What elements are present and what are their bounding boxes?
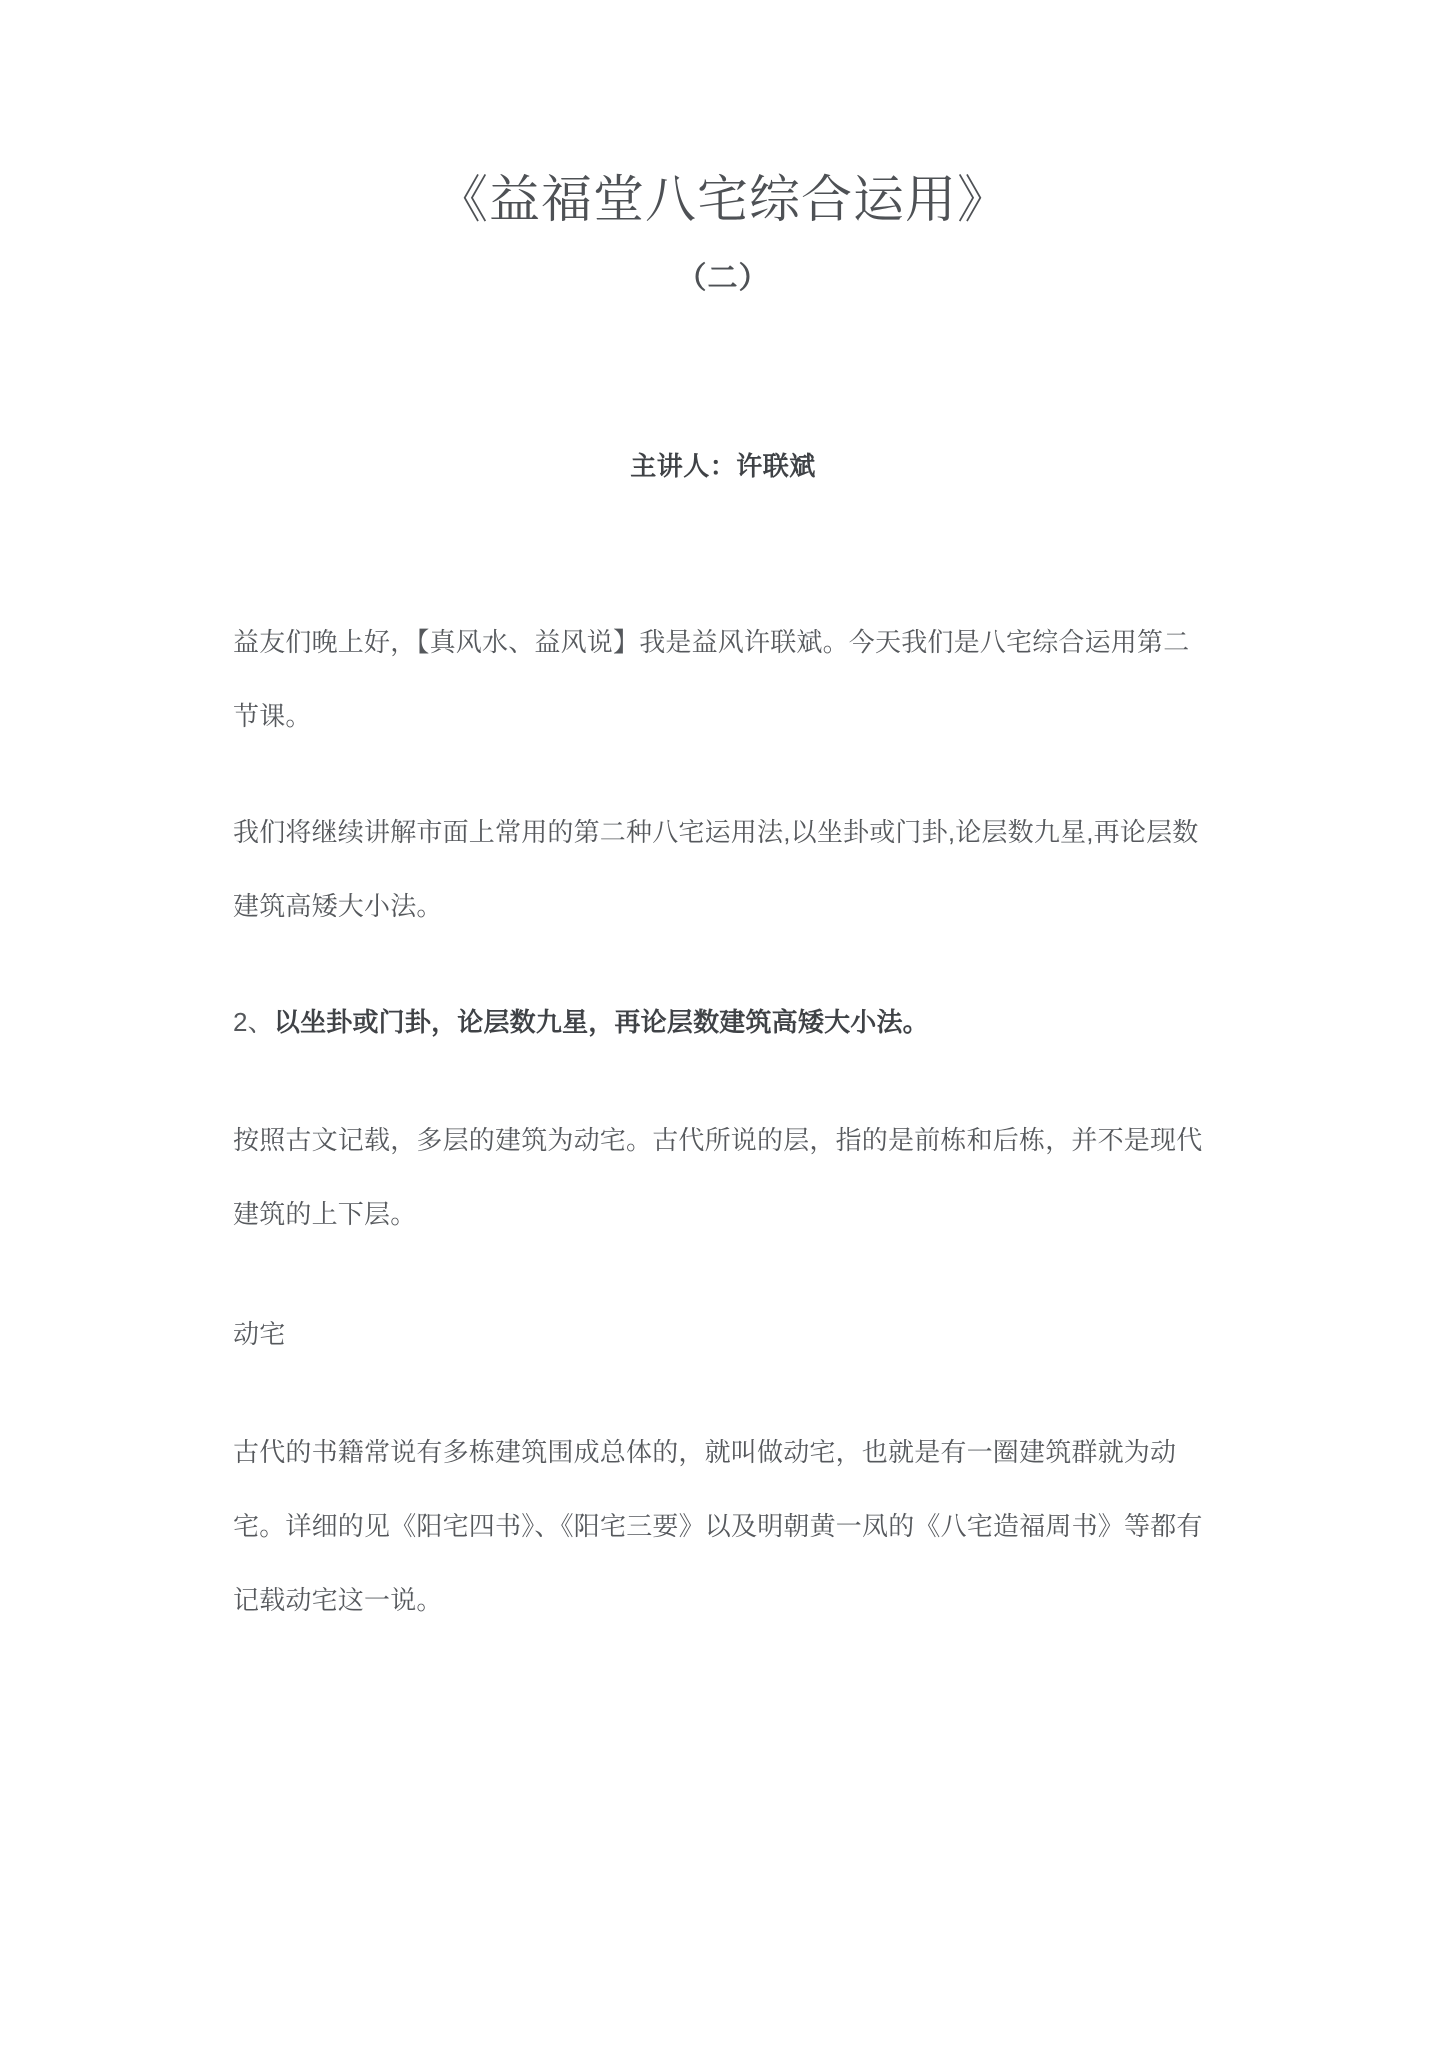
document-content [233, 0, 1213, 1679]
section-heading [233, 985, 1213, 1059]
paragraph-dongzhai-explain: 古代的书籍常说有多栋建筑围成总体的，就叫做动宅，也就是有一圈建筑群就为动宅。详细的见《阳宅四书》、《阳宅三要》以及明朝黄一凤的《八宅造福周书》等都有记载动宅这一说。 [233, 1436, 1203, 1615]
document-subtitle: （二） [676, 262, 770, 296]
section-heading-text: 以坐卦或门卦，论层数九星，再论层数建筑高矮大小法。 [273, 1006, 929, 1037]
paragraph-ancient-record: 按照古文记载，多层的建筑为动宅。古代所说的层，指的是前栋和后栋，并不是现代建筑的上下层。 [233, 1124, 1203, 1229]
section-heading-number: 2、 [233, 1006, 274, 1037]
document-body [233, 485, 1213, 1637]
document-title: 《益福堂八宅综合运用》 [436, 173, 1009, 229]
presenter-line: 主讲人：许联斌 [630, 451, 816, 482]
paragraph-intro: 我们将继续讲解市面上常用的第二种八宅运用法,以坐卦或门卦,论层数九星,再论层数建筑高矮大小法。 [233, 816, 1199, 921]
paragraph-greeting: 益友们晚上好，【真风水、益风说】我是益风许联斌。今天我们是八宅综合运用第二节课。 [233, 626, 1190, 731]
term-dongzhai: 动宅 [233, 1318, 286, 1349]
